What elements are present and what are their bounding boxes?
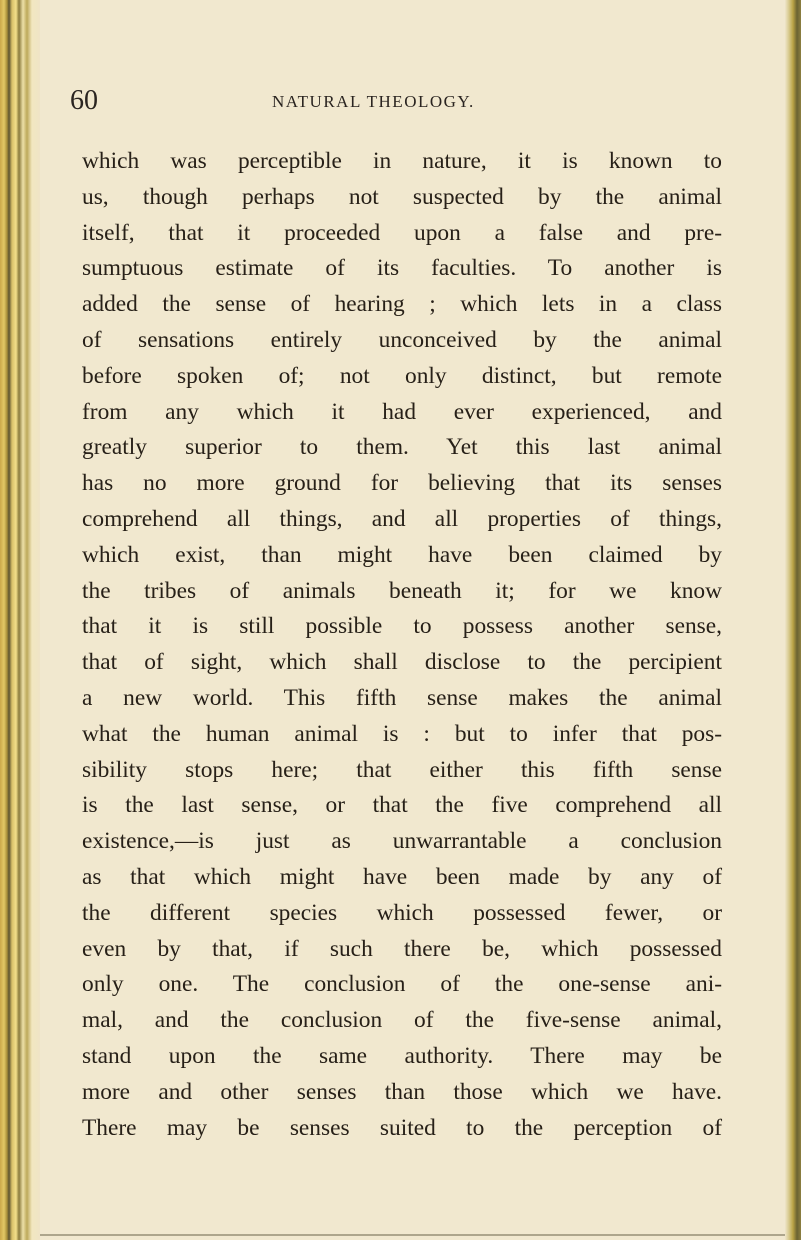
text-line: itself, that it proceeded upon a false and pre-: [82, 219, 722, 246]
text-line: of sensations entirely unconceived by the animal: [82, 326, 722, 353]
text-line: from any which it had ever experienced, and: [82, 398, 722, 425]
text-line: comprehend all things, and all properties of things,: [82, 505, 722, 532]
page-edge: [785, 0, 801, 1240]
text-line: only one. The conclusion of the one-sense ani-: [82, 971, 722, 998]
text-line: which was perceptible in nature, it is known to: [82, 148, 722, 174]
text-line: the tribes of animals beneath it; for we know: [82, 577, 722, 604]
text-line: greatly superior to them. Yet this last animal: [82, 434, 722, 461]
text-line: us, though perhaps not suspected by the animal: [82, 183, 722, 210]
text-line: even by that, if such there be, which possessed: [82, 935, 722, 962]
text-line: sumptuous estimate of its faculties. To another is: [82, 255, 722, 282]
text-line: mal, and the conclusion of the five-sense animal,: [82, 1007, 722, 1034]
text-line: which exist, than might have been claimed by: [82, 541, 722, 568]
text-line: more and other senses than those which we have.: [82, 1078, 722, 1105]
gutter-binding: [0, 0, 40, 1240]
text-line: before spoken of; not only distinct, but remote: [82, 362, 722, 389]
text-line: There may be senses suited to the perception of: [82, 1114, 722, 1141]
page-bottom-edge: [40, 1234, 785, 1236]
text-line: what the human animal is : but to infer that pos-: [82, 720, 722, 747]
text-line: a new world. This fifth sense makes the animal: [82, 684, 722, 711]
text-line: that it is still possible to possess another sense,: [82, 613, 722, 640]
text-line: sibility stops here; that either this fifth sense: [82, 756, 722, 783]
page-number: 60: [70, 85, 98, 116]
text-line: is the last sense, or that the five comprehend all: [82, 792, 722, 819]
body-text: [82, 144, 722, 1146]
text-line: added the sense of hearing ; which lets in a class: [82, 291, 722, 318]
text-line: as that which might have been made by any of: [82, 863, 722, 890]
text-line: existence,—is just as unwarrantable a conclusion: [82, 828, 722, 855]
running-head: NATURAL THEOLOGY.: [272, 92, 475, 111]
text-line: the different species which possessed fewer, or: [82, 899, 722, 926]
text-line: stand upon the same authority. There may be: [82, 1042, 722, 1069]
text-line: that of sight, which shall disclose to the percipient: [82, 649, 722, 676]
text-line: has no more ground for believing that its senses: [82, 470, 722, 497]
